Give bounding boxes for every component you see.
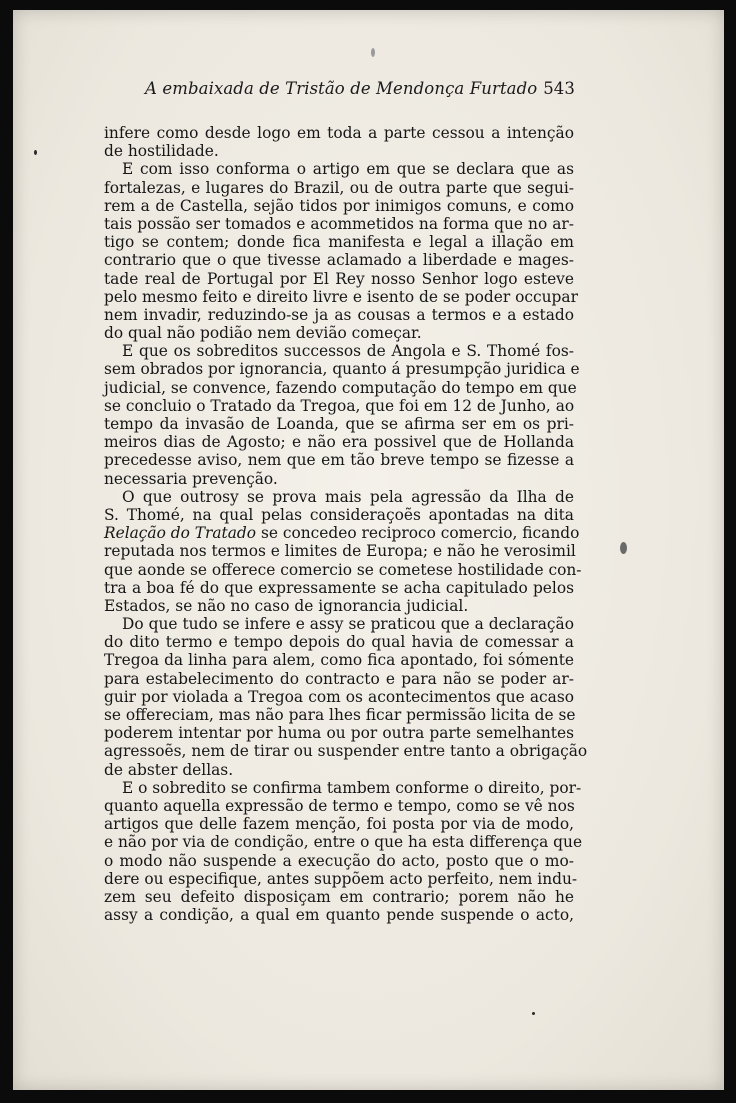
text-line: nem invadir, reduzindo-se ja as cousas a termos e a estado (104, 305, 574, 324)
text-line: tais possão ser tomados e acommetidos na forma que no ar- (104, 214, 574, 233)
text-line: guir por violada a Tregoa com os acontecimentos que acaso (104, 687, 574, 706)
body-text (104, 124, 588, 925)
text-line: necessaria prevenção. (104, 469, 278, 488)
italic-title: Relação do Tratado (104, 524, 257, 543)
text-line: quanto aquella expressão de termo e tempo, como se vê nos (104, 796, 575, 815)
page-number: 543 (543, 79, 575, 98)
text-line: tigo se contem; donde fica manifesta e legal a illação em (104, 233, 574, 252)
text-line: O que outrosy se prova mais pela agressão da Ilha de (122, 487, 574, 506)
text-line: E o sobredito se confirma tambem conforme o direito, por- (122, 778, 582, 797)
text-line: o modo não suspende a execução do acto, posto que o mo- (104, 851, 574, 870)
text-line: do qual não podião nem devião começar. (104, 324, 422, 343)
text-line: artigos que delle fazem menção, foi posta por via de modo, (104, 815, 574, 834)
text-line: assy a condição, a qual em quanto pende suspende o acto, (104, 906, 574, 925)
ink-speck (371, 48, 375, 57)
text-line: meiros dias de Agosto; e não era possivel que de Hollanda (104, 433, 574, 452)
text-line: se offereciam, mas não para lhes ficar permissão licita de se (104, 706, 576, 724)
text-line: pelo mesmo feito e direito livre e isento de se poder occupar (104, 287, 578, 306)
text-line: tempo da invasão de Loanda, que se afirma ser em os pri- (104, 415, 574, 433)
text-line: contrario que o que tivesse aclamado a liberdade e mages- (104, 251, 574, 270)
text-line: do dito termo e tempo depois do qual havia de comessar a (104, 633, 574, 652)
text-line: infere como desde logo em toda a parte cessou a intenção (104, 124, 574, 142)
text-line: judicial, se convence, fazendo computação do tempo em que (104, 378, 577, 397)
ink-speck (532, 1012, 535, 1015)
text-line: E que os sobreditos successos de Angola e S. Thomé fos- (122, 342, 574, 361)
running-title: A embaixada de Tristão de Mendonça Furtado (145, 79, 538, 98)
text-line: Tregoa da linha para alem, como fica apontado, foi sómente (104, 651, 574, 670)
text-line-rest: se concedeo reciproco comercio, ficando (256, 524, 580, 543)
text-line: para estabelecimento do contracto e para não se poder ar- (104, 669, 574, 688)
text-line: Estados, se não no caso de ignorancia judicial. (104, 596, 469, 615)
text-line: zem seu defeito disposiçam em contrario; porem não he (104, 887, 574, 906)
text-line: se concluio o Tratado da Tregoa, que foi em 12 de Junho, ao (104, 396, 575, 415)
text-line: tra a boa fé do que expressamente se acha capitulado pelos (104, 578, 574, 597)
text-line: fortalezas, e lugares do Brazil, ou de outra parte que segui- (104, 178, 574, 197)
ink-speck (620, 542, 627, 554)
text-line: tade real de Portugal por El Rey nosso Senhor logo esteve (104, 269, 574, 288)
text-line: reputada nos termos e limites de Europa; e não he verosimil (104, 542, 576, 561)
text-line: de hostilidade. (104, 142, 219, 161)
text-line: e não por via de condição, entre o que ha esta differença que (104, 833, 583, 852)
ink-speck (34, 150, 37, 155)
text-line: agressoẽs, nem de tirar ou suspender entre tanto a obrigação (104, 742, 588, 761)
text-line: Do que tudo se infere e assy se praticou que a declaração (122, 615, 574, 634)
text-line: que aonde se offerece comercio se cometese hostilidade con- (104, 560, 582, 579)
text-line: precedesse aviso, nem que em tão breve tempo se fizesse a (104, 451, 574, 470)
running-head (145, 79, 575, 101)
text-line: poderem intentar por huma ou por outra parte semelhantes (104, 724, 574, 743)
text-line: S. Thomé, na qual pelas consideraçoẽs apontadas na dita (104, 505, 574, 524)
text-line: dere ou especifique, antes suppõem acto perfeito, nem indu- (104, 869, 578, 888)
text-line: E com isso conforma o artigo em que se declara que as (122, 160, 574, 179)
text-line: sem obrados por ignorancia, quanto á presumpção juridica e (104, 360, 580, 379)
text-line-with-italic (104, 524, 580, 543)
text-line: rem a de Castella, sejão tidos por inimigos comuns, e como (104, 196, 574, 215)
text-line: de abster dellas. (104, 760, 234, 779)
